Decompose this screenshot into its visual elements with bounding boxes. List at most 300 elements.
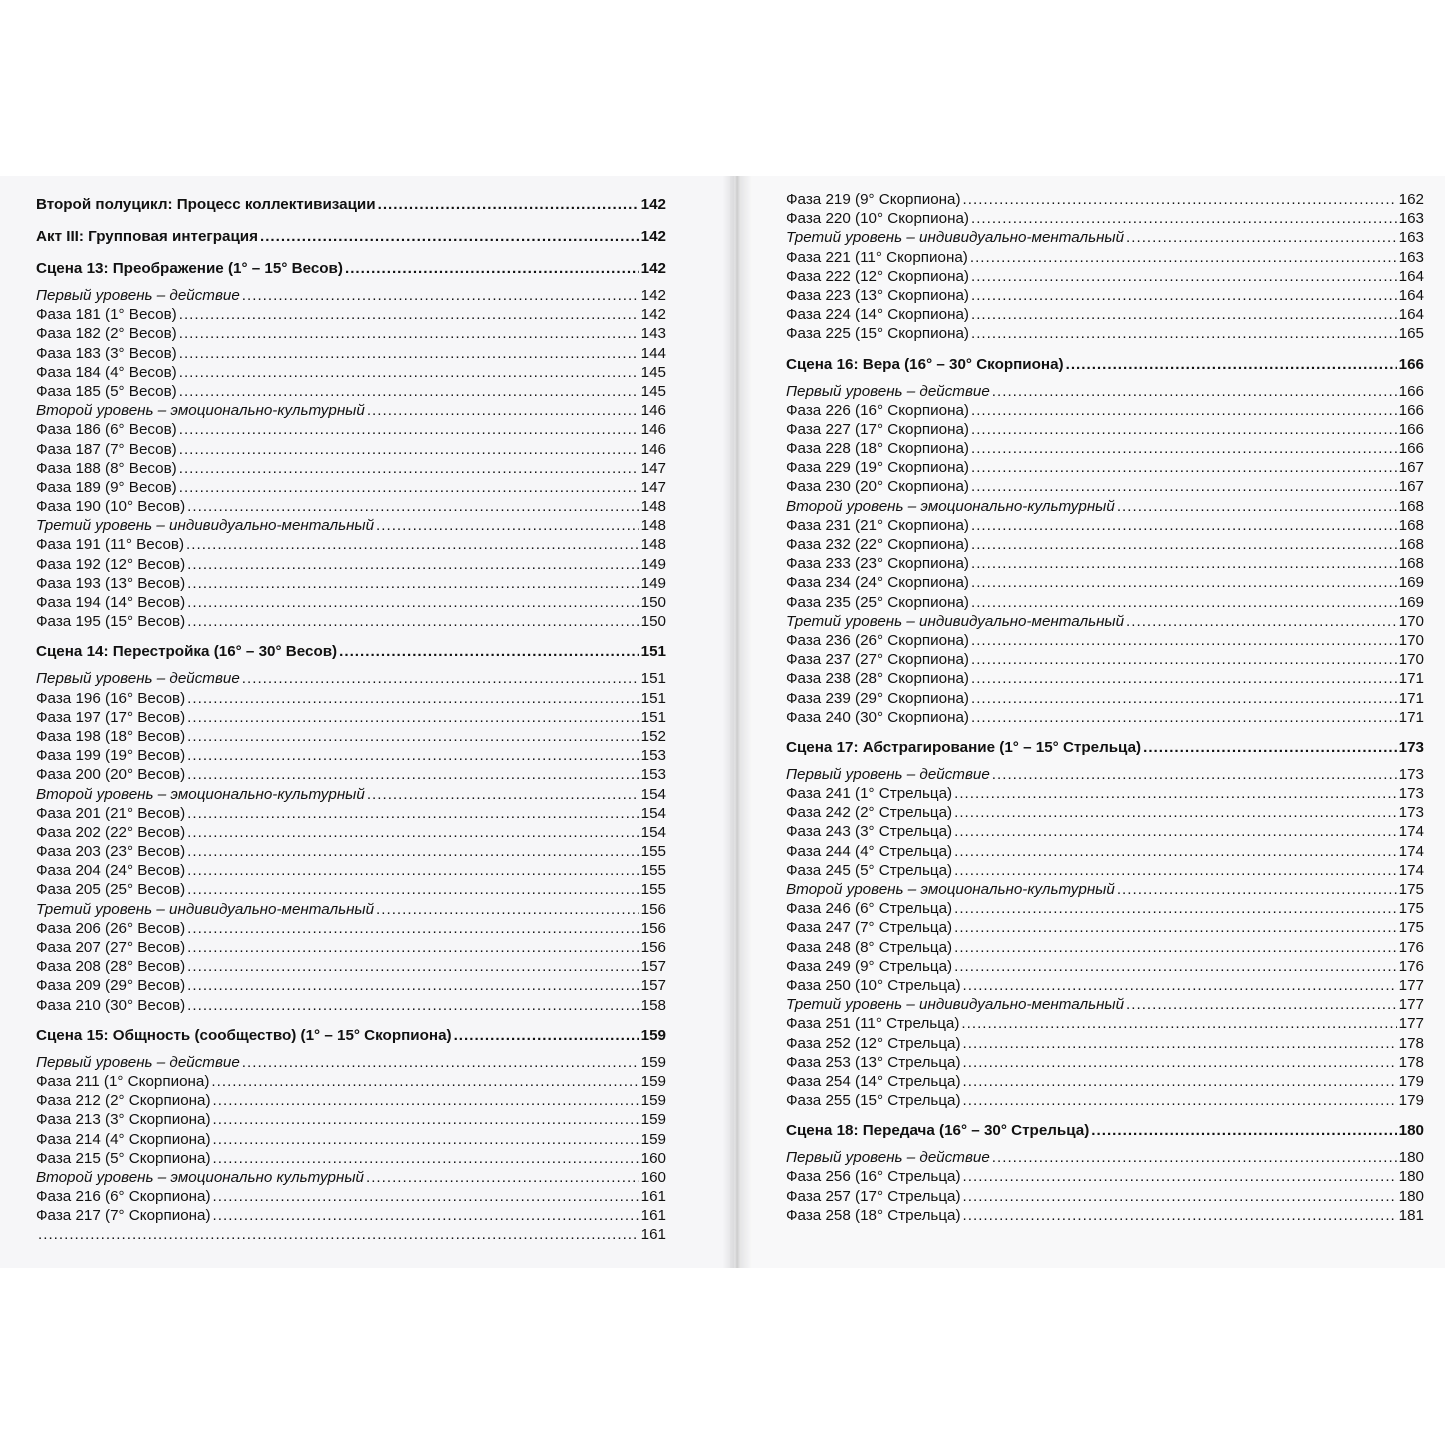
toc-leader-dots (179, 363, 639, 382)
toc-leader-dots (1091, 1120, 1396, 1142)
toc-entry (36, 785, 666, 804)
toc-entry-title: Фаза 233 (23° Скорпиона) (786, 555, 969, 573)
toc-entry-page: 166 (1398, 401, 1424, 419)
toc-entry-page: 163 (1398, 210, 1424, 228)
toc-entry-page: 150 (640, 594, 666, 611)
toc-leader-dots (954, 938, 1397, 957)
toc-leader-dots (1066, 354, 1397, 376)
toc-leader-dots (1117, 497, 1397, 516)
toc-entry-title: Второй уровень – эмоционально-культурный (786, 881, 1115, 898)
toc-right (786, 190, 1424, 1225)
toc-entry (786, 1034, 1424, 1053)
toc-entry-page: 151 (640, 689, 666, 707)
toc-entry-title: Фаза 231 (21° Скорпиона) (786, 516, 969, 534)
toc-leader-dots (187, 708, 638, 727)
toc-entry-title: Фаза 247 (7° Стрельца) (786, 919, 953, 937)
toc-entry (36, 669, 666, 688)
toc-entry (786, 228, 1424, 247)
toc-entry (786, 861, 1424, 880)
toc-leader-dots (187, 497, 638, 516)
toc-entry-title: Фаза 204 (24° Весов) (36, 862, 186, 880)
toc-entry (36, 708, 666, 727)
toc-entry-page: 151 (640, 670, 666, 688)
toc-entry-page: 144 (640, 344, 666, 362)
toc-entry (786, 612, 1424, 631)
toc-leader-dots (242, 1053, 639, 1072)
toc-entry-page: 149 (640, 574, 666, 592)
toc-entry-page: 174 (1398, 823, 1424, 841)
toc-leader-dots (963, 1206, 1397, 1225)
toc-leader-dots (376, 516, 639, 535)
toc-leader-dots (992, 765, 1397, 784)
toc-leader-dots (187, 842, 638, 861)
toc-leader-dots (187, 574, 638, 593)
toc-leader-dots (378, 194, 639, 216)
toc-leader-dots (971, 708, 1397, 727)
toc-leader-dots (179, 344, 639, 363)
toc-leader-dots (1117, 880, 1397, 899)
toc-entry-page: 168 (1398, 497, 1424, 515)
toc-entry-page: 178 (1398, 1034, 1424, 1052)
toc-leader-dots (971, 267, 1397, 286)
left-page (0, 176, 730, 1268)
toc-entry-page: 148 (640, 517, 666, 535)
toc-entry-title: Фаза 219 (9° Скорпиона) (786, 191, 961, 208)
toc-entry (786, 554, 1424, 573)
toc-entry-page: 170 (1398, 631, 1424, 649)
toc-entry (36, 1130, 666, 1149)
toc-leader-dots (1126, 612, 1397, 631)
toc-entry-title: Фаза 221 (11° Скорпиона) (786, 248, 968, 266)
toc-entry (786, 420, 1424, 439)
toc-entry (36, 258, 666, 280)
toc-leader-dots (963, 1072, 1397, 1091)
toc-entry (36, 938, 666, 957)
toc-entry-page: 151 (640, 643, 666, 661)
toc-leader-dots (187, 996, 638, 1015)
toc-entry-page: 163 (1398, 248, 1424, 266)
toc-entry-title: Фаза 255 (15° Стрельца) (786, 1092, 961, 1110)
toc-entry-page: 173 (1398, 738, 1424, 756)
toc-entry (36, 641, 666, 663)
toc-entry-title: Фаза 252 (12° Стрельца) (786, 1034, 961, 1052)
toc-entry (786, 1072, 1424, 1091)
toc-entry (36, 765, 666, 784)
toc-entry-page: 175 (1398, 881, 1424, 898)
toc-entry (786, 354, 1424, 376)
toc-leader-dots (260, 226, 639, 248)
toc-entry-title: Третий уровень – индивидуально-ментальный (786, 996, 1125, 1014)
toc-leader-dots (213, 1110, 639, 1129)
toc-entry-title: Фаза 192 (12° Весов) (36, 555, 186, 573)
toc-entry-title: Фаза 207 (27° Весов) (36, 939, 186, 956)
toc-entry (786, 1014, 1424, 1033)
toc-entry-title: Фаза 194 (14° Весов) (36, 594, 186, 611)
toc-leader-dots (345, 258, 639, 280)
toc-entry-page: 164 (1398, 286, 1424, 304)
toc-entry-title: Фаза 253 (13° Стрельца) (786, 1053, 961, 1071)
toc-leader-dots (242, 286, 639, 305)
toc-entry-page: 142 (640, 260, 666, 277)
toc-entry-title: Фаза 258 (18° Стрельца) (786, 1206, 961, 1224)
toc-entry-title: Первый уровень – действие (36, 1053, 240, 1071)
toc-entry-page: 166 (1398, 440, 1424, 458)
toc-entry (36, 976, 666, 995)
toc-entry-title: Фаза 215 (5° Скорпиона) (36, 1149, 211, 1167)
toc-entry (36, 286, 666, 305)
toc-entry-page: 159 (640, 1026, 666, 1044)
toc-leader-dots (187, 957, 638, 976)
toc-entry (786, 401, 1424, 420)
toc-entry-page: 142 (640, 196, 666, 213)
book-spread (0, 176, 1445, 1268)
toc-entry-page: 154 (640, 823, 666, 841)
toc-entry (786, 1206, 1424, 1225)
toc-entry-page: 179 (1398, 1092, 1424, 1110)
toc-entry-title: Фаза 181 (1° Весов) (36, 306, 177, 324)
toc-entry-title: Фаза 214 (4° Скорпиона) (36, 1130, 211, 1148)
toc-leader-dots (376, 900, 639, 919)
toc-entry (36, 420, 666, 439)
toc-entry-page: 177 (1398, 1015, 1424, 1033)
toc-entry (36, 1225, 666, 1244)
toc-entry-title: Фаза 241 (1° Стрельца) (786, 785, 953, 803)
toc-entry-title: Фаза 190 (10° Весов) (36, 498, 186, 516)
toc-leader-dots (187, 727, 638, 746)
toc-entry-title: Фаза 250 (10° Стрельца) (786, 976, 961, 994)
toc-leader-dots (963, 1034, 1397, 1053)
toc-entry (36, 1149, 666, 1168)
toc-entry (36, 1025, 666, 1047)
toc-entry-page: 167 (1398, 459, 1424, 477)
toc-leader-dots (187, 823, 638, 842)
toc-leader-dots (187, 746, 638, 765)
toc-entry-page: 155 (640, 843, 666, 861)
toc-entry-page: 167 (1398, 478, 1424, 496)
toc-leader-dots (992, 1148, 1397, 1167)
toc-entry (786, 382, 1424, 401)
toc-entry (36, 363, 666, 382)
toc-entry-title: Фаза 229 (19° Скорпиона) (786, 459, 969, 477)
toc-entry-page: 180 (1398, 1149, 1424, 1167)
toc-leader-dots (367, 401, 639, 420)
toc-entry-title: Фаза 243 (3° Стрельца) (786, 823, 953, 841)
toc-entry-page: 149 (640, 555, 666, 573)
toc-entry-page: 163 (1398, 229, 1424, 247)
toc-leader-dots (213, 1206, 639, 1225)
toc-entry-page: 159 (640, 1130, 666, 1148)
toc-entry-page: 153 (640, 766, 666, 784)
toc-entry-title: Фаза 209 (29° Весов) (36, 977, 186, 995)
toc-entry-title: Второй уровень – эмоционально-культурный (36, 785, 365, 803)
toc-leader-dots (1126, 995, 1397, 1014)
toc-leader-dots (954, 822, 1397, 841)
toc-entry (36, 957, 666, 976)
book-gutter (722, 176, 752, 1268)
toc-entry-page: 168 (1398, 516, 1424, 534)
toc-entry-title: Второй уровень – эмоционально культурный (36, 1168, 364, 1186)
toc-entry-page: 171 (1398, 708, 1424, 726)
toc-entry-page: 147 (640, 459, 666, 477)
toc-leader-dots (179, 478, 639, 497)
toc-entry-page: 145 (640, 382, 666, 400)
toc-leader-dots (971, 209, 1397, 228)
toc-leader-dots (963, 1053, 1397, 1072)
toc-entry (786, 631, 1424, 650)
toc-entry-title: Фаза 225 (15° Скорпиона) (786, 325, 969, 343)
toc-entry-page: 179 (1398, 1072, 1424, 1090)
toc-entry-title: Фаза 236 (26° Скорпиона) (786, 631, 969, 649)
toc-entry-page: 146 (640, 440, 666, 458)
toc-entry-page: 160 (640, 1149, 666, 1167)
toc-entry-title: Третий уровень – индивидуально-ментальный (786, 229, 1125, 247)
toc-entry-title: Второй уровень – эмоционально-культурный (36, 402, 365, 420)
toc-leader-dots (954, 957, 1397, 976)
toc-entry-title: Фаза 199 (19° Весов) (36, 747, 186, 765)
toc-entry-title: Фаза 186 (6° Весов) (36, 421, 177, 439)
toc-leader-dots (954, 784, 1397, 803)
toc-entry (786, 458, 1424, 477)
toc-entry (36, 746, 666, 765)
toc-entry (36, 900, 666, 919)
toc-entry (36, 727, 666, 746)
toc-entry-page: 171 (1398, 689, 1424, 707)
toc-entry-page: 143 (640, 325, 666, 343)
toc-leader-dots (242, 669, 639, 688)
toc-leader-dots (213, 1130, 639, 1149)
toc-entry (786, 593, 1424, 612)
toc-entry-page: 146 (640, 402, 666, 420)
toc-entry (786, 737, 1424, 759)
toc-entry (36, 861, 666, 880)
toc-leader-dots (971, 420, 1397, 439)
toc-leader-dots (963, 1187, 1397, 1206)
toc-entry-title: Первый уровень – действие (36, 287, 240, 304)
toc-entry-page: 155 (640, 862, 666, 880)
toc-entry-page: 146 (640, 421, 666, 439)
toc-entry-title: Фаза 212 (2° Скорпиона) (36, 1092, 211, 1110)
toc-entry (786, 535, 1424, 554)
toc-entry (36, 344, 666, 363)
toc-entry-page: 145 (640, 363, 666, 381)
toc-entry-title: Сцена 13: Преображение (1° – 15° Весов) (36, 260, 343, 277)
toc-entry-title: Фаза 185 (5° Весов) (36, 382, 177, 400)
toc-entry (786, 516, 1424, 535)
toc-leader-dots (179, 382, 639, 401)
toc-entry-page: 159 (640, 1111, 666, 1129)
toc-entry-title: Фаза 220 (10° Скорпиона) (786, 210, 969, 228)
toc-leader-dots (186, 535, 639, 554)
toc-entry-page: 152 (640, 727, 666, 745)
toc-entry-page: 168 (1398, 536, 1424, 553)
toc-entry-page: 176 (1398, 957, 1424, 975)
toc-entry-title: Третий уровень – индивидуально-ментальный (786, 612, 1125, 630)
toc-leader-dots (963, 1091, 1397, 1110)
toc-entry (36, 401, 666, 420)
toc-entry-title: Фаза 240 (30° Скорпиона) (786, 708, 969, 726)
toc-entry (36, 324, 666, 343)
toc-entry-page: 156 (640, 919, 666, 937)
toc-entry (786, 784, 1424, 803)
toc-leader-dots (213, 1091, 639, 1110)
toc-entry-page: 181 (1398, 1206, 1424, 1224)
toc-entry-title: Фаза 195 (15° Весов) (36, 613, 186, 631)
right-page (734, 176, 1445, 1268)
toc-entry (786, 976, 1424, 995)
toc-leader-dots (954, 803, 1397, 822)
toc-entry (786, 1187, 1424, 1206)
toc-leader-dots (971, 593, 1397, 612)
toc-entry-page: 153 (640, 747, 666, 765)
toc-leader-dots (954, 861, 1397, 880)
toc-entry-page: 166 (1398, 420, 1424, 438)
toc-entry (786, 286, 1424, 305)
toc-leader-dots (963, 976, 1397, 995)
toc-entry (786, 1091, 1424, 1110)
toc-entry (786, 497, 1424, 516)
toc-leader-dots (971, 631, 1397, 650)
toc-leader-dots (211, 1072, 638, 1091)
toc-entry-page: 165 (1398, 325, 1424, 343)
toc-leader-dots (971, 535, 1397, 554)
toc-entry (36, 593, 666, 612)
toc-entry (786, 190, 1424, 209)
toc-entry-title: Первый уровень – действие (786, 1149, 990, 1167)
toc-leader-dots (213, 1187, 639, 1206)
toc-entry-title: Фаза 216 (6° Скорпиона) (36, 1188, 211, 1206)
toc-entry-title: Фаза 232 (22° Скорпиона) (786, 536, 969, 553)
toc-entry (36, 1053, 666, 1072)
toc-entry-page: 148 (640, 536, 666, 554)
toc-entry-title: Фаза 188 (8° Весов) (36, 459, 177, 477)
toc-entry-title: Фаза 187 (7° Весов) (36, 440, 177, 458)
toc-entry-title: Первый уровень – действие (786, 382, 990, 400)
toc-leader-dots (963, 190, 1397, 209)
toc-leader-dots (187, 976, 638, 995)
toc-entry-title: Фаза 210 (30° Весов) (36, 996, 186, 1014)
toc-entry (36, 823, 666, 842)
toc-entry-title: Фаза 245 (5° Стрельца) (786, 861, 953, 879)
toc-entry-page: 159 (640, 1072, 666, 1090)
toc-leader-dots (187, 804, 638, 823)
toc-entry-title: Второй полуцикл: Процесс коллективизации (36, 196, 376, 213)
toc-entry (36, 459, 666, 478)
toc-entry-title: Фаза 242 (2° Стрельца) (786, 804, 953, 822)
toc-entry (36, 689, 666, 708)
toc-entry (786, 267, 1424, 286)
toc-leader-dots (971, 669, 1397, 688)
toc-entry (36, 226, 666, 248)
toc-leader-dots (971, 401, 1397, 420)
toc-leader-dots (971, 650, 1397, 669)
toc-entry (36, 996, 666, 1015)
toc-entry-title: Фаза 246 (6° Стрельца) (786, 900, 953, 918)
toc-entry-title: Второй уровень – эмоционально-культурный (786, 497, 1115, 515)
toc-entry-title: Фаза 226 (16° Скорпиона) (786, 401, 969, 419)
toc-entry-page: 159 (640, 1092, 666, 1110)
toc-entry-page: 157 (640, 977, 666, 995)
toc-entry-page: 164 (1398, 306, 1424, 324)
toc-entry-title: Фаза 217 (7° Скорпиона) (36, 1207, 211, 1225)
toc-entry-title: Фаза 224 (14° Скорпиона) (786, 306, 969, 324)
toc-entry-title: Фаза 254 (14° Стрельца) (786, 1072, 961, 1090)
toc-leader-dots (971, 689, 1397, 708)
toc-leader-dots (971, 324, 1397, 343)
toc-leader-dots (187, 880, 638, 899)
toc-entry (36, 842, 666, 861)
toc-entry (36, 555, 666, 574)
toc-entry-title: Фаза 251 (11° Стрельца) (786, 1015, 960, 1033)
toc-leader-dots (971, 286, 1397, 305)
toc-entry-title: Фаза 228 (18° Скорпиона) (786, 440, 969, 458)
toc-entry (36, 574, 666, 593)
toc-entry-page: 173 (1398, 765, 1424, 783)
toc-leader-dots (366, 1168, 639, 1187)
toc-leader-dots (954, 842, 1397, 861)
toc-leader-dots (970, 248, 1397, 267)
toc-leader-dots (1143, 737, 1397, 759)
toc-leader-dots (971, 554, 1397, 573)
toc-entry-title: Фаза 203 (23° Весов) (36, 843, 186, 861)
toc-entry-title: Фаза 191 (11° Весов) (36, 536, 185, 554)
toc-entry-page: 178 (1398, 1053, 1424, 1071)
toc-leader-dots (187, 861, 638, 880)
toc-leader-dots (971, 439, 1397, 458)
toc-entry (786, 1167, 1424, 1186)
toc-entry-page: 155 (640, 881, 666, 899)
toc-entry (786, 689, 1424, 708)
toc-entry (786, 842, 1424, 861)
toc-entry (36, 1187, 666, 1206)
toc-entry-page: 170 (1398, 612, 1424, 630)
toc-entry-page: 180 (1398, 1168, 1424, 1186)
toc-entry (36, 1110, 666, 1129)
toc-entry-page: 174 (1398, 842, 1424, 860)
toc-entry-page: 176 (1398, 938, 1424, 956)
toc-entry-page: 142 (640, 306, 666, 324)
toc-entry-page: 168 (1398, 555, 1424, 573)
toc-entry-title: Фаза 235 (25° Скорпиона) (786, 593, 969, 611)
toc-entry (36, 194, 666, 216)
toc-entry (786, 803, 1424, 822)
toc-entry-page: 169 (1398, 574, 1424, 592)
toc-entry-page: 150 (640, 613, 666, 631)
toc-entry-page: 177 (1398, 976, 1424, 994)
toc-entry (786, 209, 1424, 228)
toc-entry (786, 765, 1424, 784)
toc-leader-dots (187, 919, 638, 938)
toc-entry-title: Фаза 206 (26° Весов) (36, 919, 186, 937)
toc-entry-title: Сцена 18: Передача (16° – 30° Стрельца) (786, 1122, 1090, 1140)
toc-entry-title: Фаза 193 (13° Весов) (36, 574, 186, 592)
toc-entry (786, 1148, 1424, 1167)
toc-entry-page: 173 (1398, 785, 1424, 803)
toc-entry-title: Фаза 184 (4° Весов) (36, 363, 177, 381)
toc-entry-page: 160 (640, 1168, 666, 1186)
toc-entry (36, 516, 666, 535)
toc-entry-title: Сцена 14: Перестройка (16° – 30° Весов) (36, 643, 338, 661)
toc-entry-page: 170 (1398, 651, 1424, 669)
toc-entry (786, 305, 1424, 324)
toc-entry (36, 1206, 666, 1225)
toc-entry (786, 995, 1424, 1014)
toc-entry-page: 156 (640, 939, 666, 956)
toc-entry-title: Фаза 239 (29° Скорпиона) (786, 689, 969, 707)
toc-entry-title: Фаза 257 (17° Стрельца) (786, 1187, 961, 1205)
toc-entry-title: Фаза 213 (3° Скорпиона) (36, 1111, 211, 1129)
toc-entry (786, 957, 1424, 976)
toc-entry-page: 156 (640, 900, 666, 918)
